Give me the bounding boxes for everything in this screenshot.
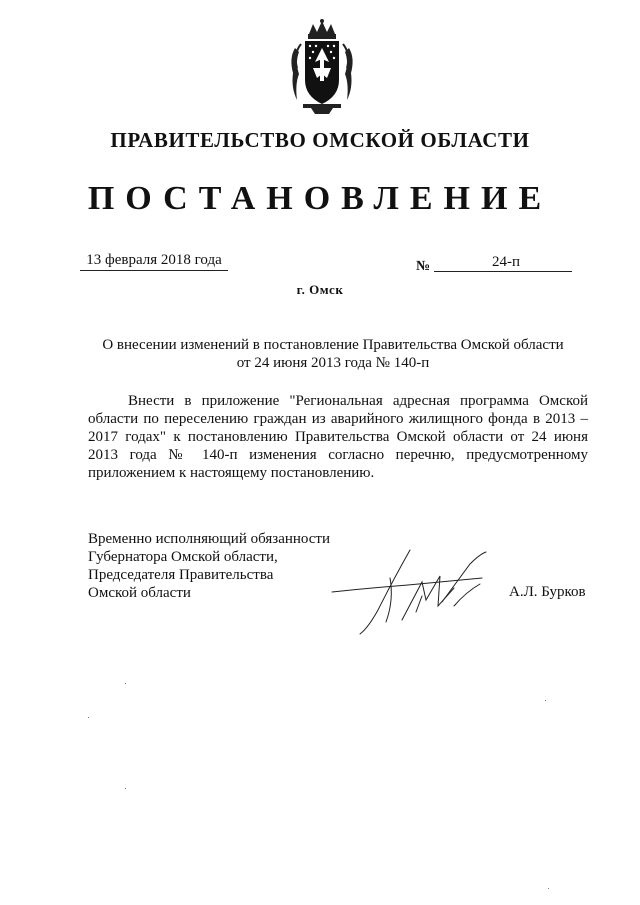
position-line: Губернатора Омской области, [88,549,278,565]
subject-line-2: от 24 июня 2013 года № 140-п [236,355,430,371]
government-title: ПРАВИТЕЛЬСТВО ОМСКОЙ ОБЛАСТИ [110,128,530,152]
number-sign: № [416,259,431,274]
document-subject [85,336,581,372]
signer-position [88,530,348,602]
scan-speck [88,717,89,718]
subject-line-1: О внесении изменений в постановление Правительства Омской области [102,337,564,353]
document-number: 24-п [491,254,521,270]
body-paragraph: Внести в приложение "Региональная адресная программа Омской области по переселению граждан из аварийного жилищного фонда в 2013 – 2017 годах" к постановлению Правительства Омской области от 24 июня 2013 года № 140-п изменения согласно перечню, предусмотренному приложением к настоящему постановлению. [88,393,588,481]
scan-speck [125,788,126,789]
position-line: Омской области [88,585,191,601]
signer-name: А.Л. Бурков [509,584,586,600]
handwritten-signature-icon [330,548,500,638]
document-type-heading: ПОСТАНОВЛЕНИЕ [87,180,553,217]
date-underline [80,270,228,271]
scan-speck [545,700,546,701]
city-label: г. Омск [296,282,344,297]
omsk-coat-of-arms-icon [287,18,357,118]
scan-speck [548,888,549,889]
document-date: 13 февраля 2018 года [86,252,222,268]
position-line: Председателя Правительства [88,567,274,583]
scan-speck [125,683,126,684]
number-underline [434,271,572,272]
position-line: Временно исполняющий обязанности [88,531,331,547]
